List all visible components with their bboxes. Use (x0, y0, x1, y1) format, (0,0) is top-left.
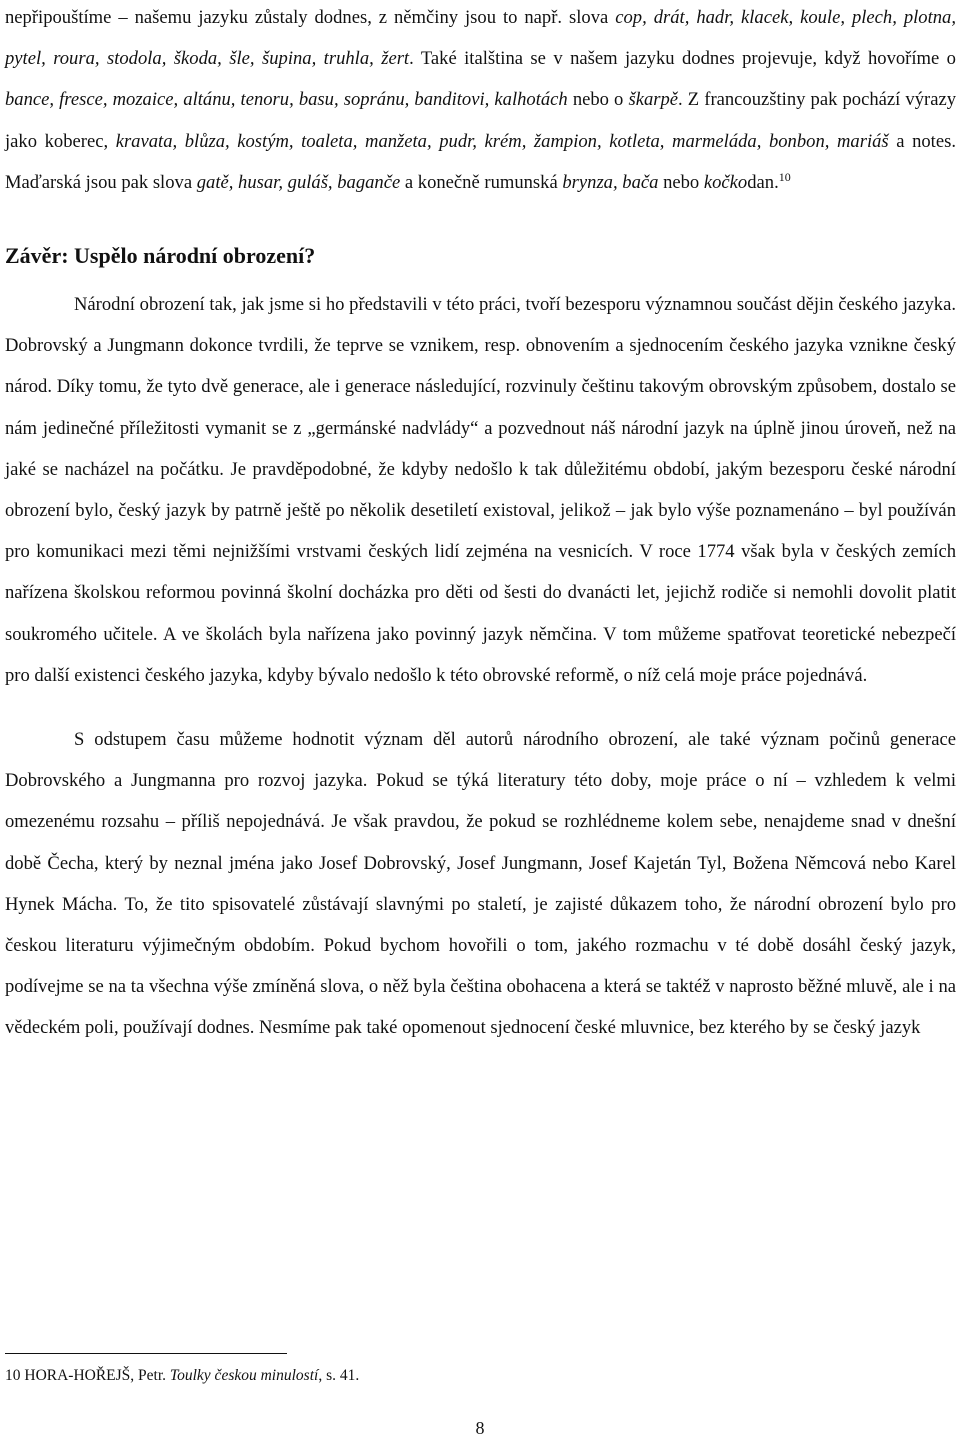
document-page (5, 0, 956, 1049)
footnote-page: , s. 41. (318, 1367, 360, 1384)
text-run: a konečně rumunská (400, 171, 563, 193)
text-run: nepřipouštíme – našemu jazyku zůstaly dodnes, z němčiny jsou to např. slova (5, 7, 616, 28)
footnote-title: Toulky českou minulostí (169, 1367, 319, 1384)
italic-term: škarpě (628, 89, 679, 111)
italic-term: kočko (703, 171, 748, 193)
text-run: . Z francouzštiny pak pochází výrazy jako koberec, (5, 89, 956, 152)
paragraph-conclusion-2: S odstupem času můžeme hodnotit význam děl autorů národního obrození, ale také význam počinů generace Dobrovského a Jungmanna pro rozvoj jazyka. Pokud se týká literatury této doby, moje práce o ní – vzhledem k velmi omezenému rozsahu – příliš nepojednává. Je však pravdou, že pokud se rozhlédneme kolem sebe, nenajdeme snad v dnešní době Čecha, který by neznal jména jako Josef Dobrovský, Josef Jungmann, Josef Kajetán Tyl, Božena Němcová nebo Karel Hynek Mácha. To, že tito spisovatelé zůstávají slavnými po staletí, je zajisté důkazem toho, že národní obrození bylo pro českou literaturu výjimečným obdobím. Pokud bychom hovořili o tom, jakého rozmachu v té době dosáhl český jazyk, podívejme se na ta všechna výše zmíněná slova, o něž byla čeština obohacena a která se taktéž v naprosto běžné mluvě, ale i na vědeckém poli, používají dodnes. Nesmíme pak také opomenout sjednocení české mluvnice, bez kterého by se český jazyk (5, 729, 956, 1039)
footnote-reference: 10 (778, 169, 791, 184)
paragraph-conclusion-1: Národní obrození tak, jak jsme si ho představili v této práci, tvoří bezesporu významnou součást dějin českého jazyka. Dobrovský a Jungmann dokonce tvrdili, že teprve se vznikem, resp. obnovením a sjednocením českého jazyka vznikne český národ. Díky tomu, že tyto dvě generace, ale i generace následující, rozvinuly češtinu takovým obrovským způsobem, dostalo se nám jedinečné příležitosti vymanit se z „germánské nadvlády“ a pozvednout náš národní jazyk na úplně jinou úroveň, než na jaké se nacházel na počátku. Je pravděpodobné, že kdyby nedošlo k tak důležitému období, jakým bezesporu české národní obrození bylo, český jazyk by patrně ještě po několik desetiletí existoval, jelikož – jak bylo výše poznamenáno – byl používán pro komunikaci mezi těmi nejnižšími vrstvami českých lidí zejména na vesnicích. V roce 1774 však byla v českých zemích nařízena školskou reformou povinná školní docházka pro děti od šesti do dvanácti let, jejichž rodiče si nemohli dovolit platit soukromého učitele. A ve školách byla nařízena jako povinný jazyk němčina. V tom můžeme spatřovat teoretické nebezpečí pro další existenci českého jazyka, kdyby bývalo nedošlo k této obrovské reformě, o níž celá moje práce pojednává. (5, 294, 956, 686)
italic-term: brynza, bača (562, 171, 659, 193)
footnote-number: 10 (5, 1367, 21, 1384)
text-run: dan. (747, 171, 779, 193)
italic-term: kravata, blůza, kostým, toaleta, manžeta, pudr, krém, žampion, kotleta, marmeláda, bonbon, mariáš (115, 130, 889, 152)
footnote-author: HORA-HOŘEJŠ, Petr. (24, 1367, 167, 1384)
footnote-separator (5, 1353, 287, 1354)
text-run: nebo o (567, 89, 629, 111)
footnote (5, 1366, 359, 1386)
text-run: nebo (658, 171, 704, 193)
paragraph-loanwords (5, 0, 956, 203)
italic-term: cop, drát, hadr, klacek, koule, plech, plotna, pytel, roura, stodola, škoda, šle, šupina, truhla, žert (5, 7, 956, 70)
italic-term: gatě, husar, guláš, bagančе (196, 171, 401, 193)
section-heading: Závěr: Uspělo národní obrození? (5, 243, 316, 269)
text-run: . Také italština se v našem jazyku dodnes projevuje, když hovoříme o (409, 48, 956, 70)
page-number: 8 (475, 1418, 485, 1438)
text-run: a notes. Maďarská jsou pak slova (5, 130, 956, 193)
italic-term: bance, fresce, mozaice, altánu, tenoru, basu, sopránu, banditovi, kalhotách (5, 89, 568, 111)
